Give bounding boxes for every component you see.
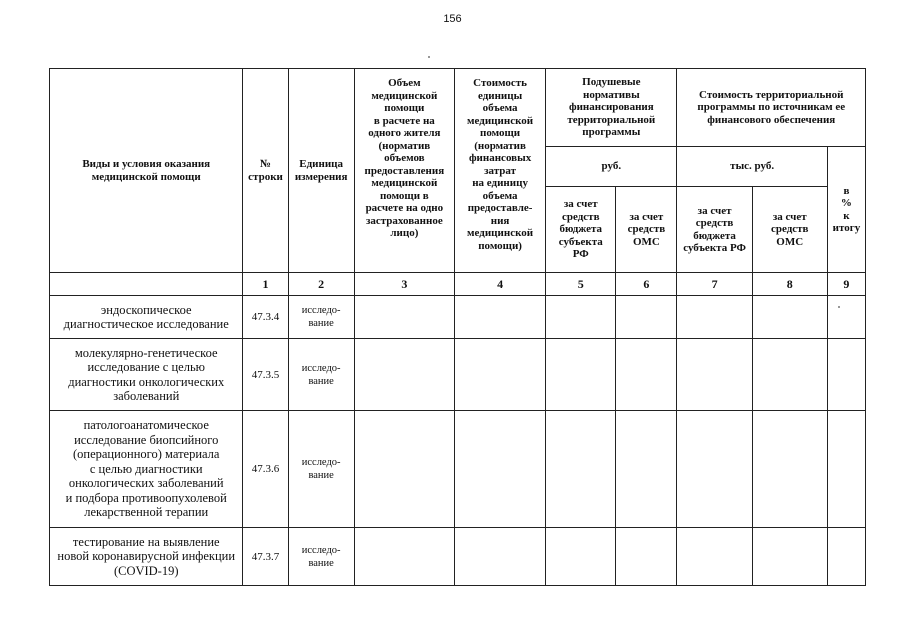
empty-cell [752, 339, 827, 411]
header-program-cost: Стоимость территориальной программы по источникам ее финансового обеспечения [677, 69, 866, 147]
column-number-blank [50, 273, 243, 296]
header-per-capita: Подушевые нормативы финансирования территориальной программы [546, 69, 677, 147]
table-row [50, 296, 866, 339]
empty-cell [752, 528, 827, 586]
header-volume: Объем медицинской помощи в расчете на одного жителя (норматив объемов предоставления медицинской помощи в расчете на одно застрахованное лицо) [354, 69, 454, 273]
column-number: 8 [752, 273, 827, 296]
empty-cell [677, 339, 752, 411]
financing-table [49, 68, 866, 586]
row-unit: исследо- вание [288, 296, 354, 339]
header-oms: за счет средств ОМС [616, 187, 677, 273]
empty-cell [752, 411, 827, 528]
header-budget-rf: за счет средств бюджета субъекта РФ [546, 187, 616, 273]
empty-cell [616, 339, 677, 411]
empty-cell [677, 528, 752, 586]
row-kind: эндоскопическое диагностическое исследование [50, 296, 243, 339]
empty-cell [546, 339, 616, 411]
header-percent: в % к итогу [827, 147, 865, 273]
scan-speck [428, 56, 430, 58]
table-row [50, 528, 866, 586]
column-number: 9 [827, 273, 865, 296]
empty-cell [354, 411, 454, 528]
empty-cell [677, 411, 752, 528]
empty-cell [616, 296, 677, 339]
header-oms-thous: за счет средств ОМС [752, 187, 827, 273]
empty-cell [827, 296, 865, 339]
table-row [50, 411, 866, 528]
column-number: 3 [354, 273, 454, 296]
header-unit-cost: Стоимость единицы объема медицинской помощи (норматив финансовых затрат на единицу объема предоставле- ния медицинской помощи) [454, 69, 545, 273]
empty-cell [546, 411, 616, 528]
empty-cell [454, 528, 545, 586]
empty-cell [454, 339, 545, 411]
empty-cell [354, 339, 454, 411]
row-kind: тестирование на выявление новой коронавирусной инфекции (COVID-19) [50, 528, 243, 586]
column-number: 2 [288, 273, 354, 296]
empty-cell [354, 528, 454, 586]
row-code: 47.3.4 [243, 296, 288, 339]
empty-cell [827, 528, 865, 586]
header-kind: Виды и условия оказания медицинской помощи [50, 69, 243, 273]
row-unit: исследо- вание [288, 339, 354, 411]
row-kind: патологоанатомическое исследование биопсийного (операционного) материала с целью диагностики онкологических заболеваний и подбора противоопухолевой лекарственной терапии [50, 411, 243, 528]
empty-cell [454, 411, 545, 528]
empty-cell [752, 296, 827, 339]
column-number: 7 [677, 273, 752, 296]
row-code: 47.3.7 [243, 528, 288, 586]
empty-cell [616, 411, 677, 528]
header-budget-rf-thous: за счет средств бюджета субъекта РФ [677, 187, 752, 273]
column-number: 6 [616, 273, 677, 296]
row-unit: исследо- вание [288, 411, 354, 528]
table-row [50, 339, 866, 411]
row-kind: молекулярно-генетическое исследование с целью диагностики онкологических заболеваний [50, 339, 243, 411]
empty-cell [827, 339, 865, 411]
empty-cell [546, 296, 616, 339]
empty-cell [616, 528, 677, 586]
empty-cell [454, 296, 545, 339]
header-unit: Единица измерения [288, 69, 354, 273]
empty-cell [354, 296, 454, 339]
header-thous-rub: тыс. руб. [677, 147, 827, 187]
empty-cell [677, 296, 752, 339]
column-number: 4 [454, 273, 545, 296]
page-number: 156 [443, 13, 462, 25]
column-number: 5 [546, 273, 616, 296]
empty-cell [546, 528, 616, 586]
column-number: 1 [243, 273, 288, 296]
empty-cell [827, 411, 865, 528]
row-code: 47.3.5 [243, 339, 288, 411]
header-row-no: № строки [243, 69, 288, 273]
row-unit: исследо- вание [288, 528, 354, 586]
header-rub: руб. [546, 147, 677, 187]
row-code: 47.3.6 [243, 411, 288, 528]
